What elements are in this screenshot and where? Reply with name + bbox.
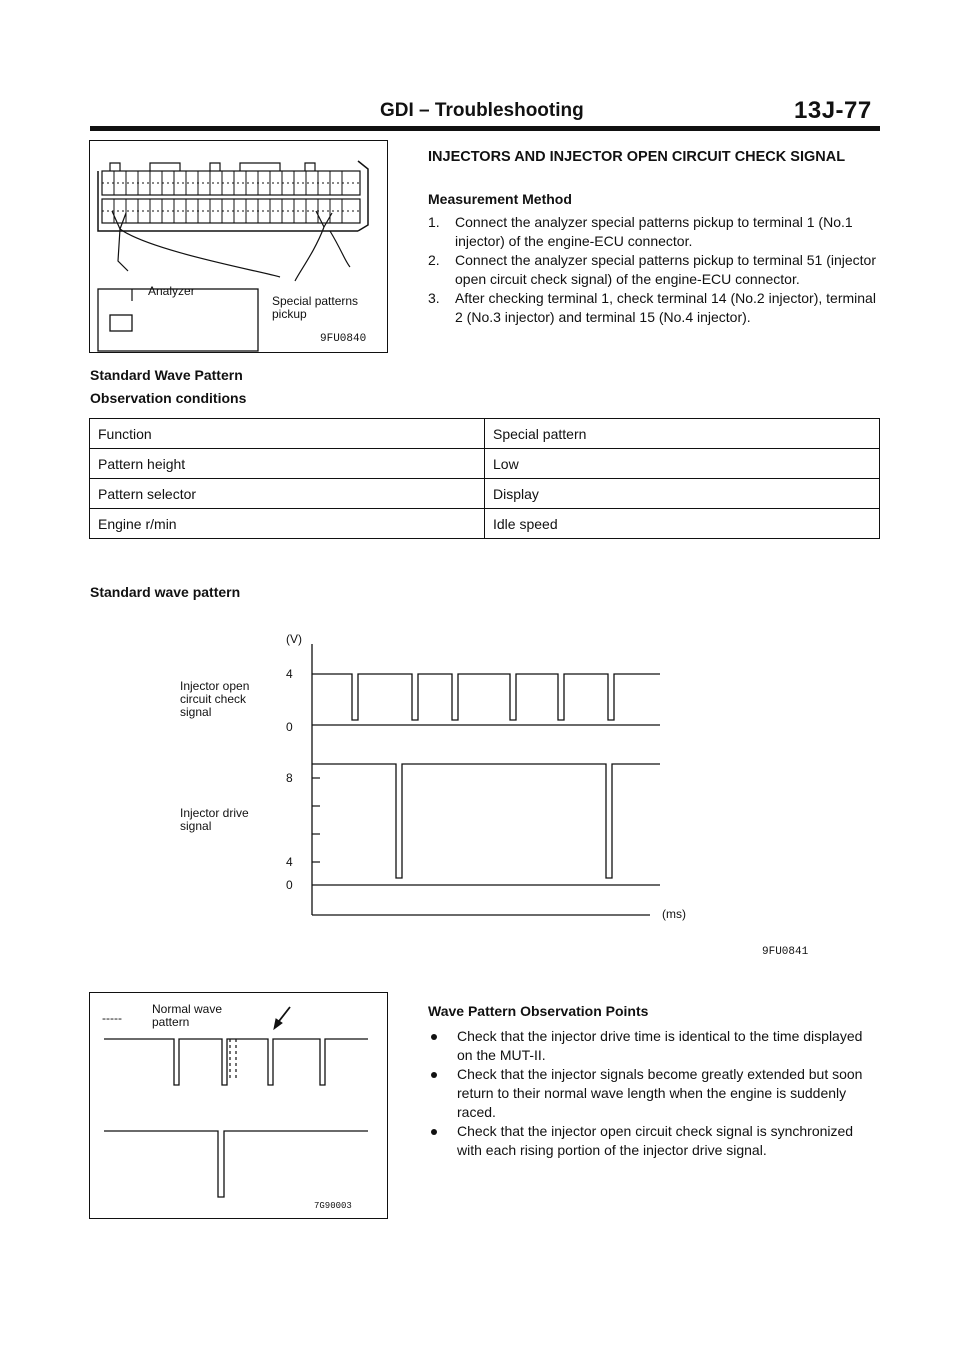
- tick-s1-high: 4: [286, 667, 293, 681]
- method-title: Measurement Method: [428, 191, 572, 207]
- wave-svg: [170, 630, 730, 930]
- signal2-label: Injector drive signal: [180, 806, 249, 833]
- wave-figure-code: 9FU0841: [762, 946, 809, 958]
- observation-points: [428, 1027, 880, 1160]
- normal-pattern-figure: [89, 992, 388, 1219]
- tick-s2-mid: 4: [286, 855, 293, 869]
- measurement-steps: [428, 213, 880, 327]
- step-item: 1. Connect the analyzer special patterns pickup to terminal 1 (No.1 injector) of the engine-ECU connector.: [428, 214, 853, 249]
- standard-wave-title: Standard Wave Pattern: [90, 367, 243, 383]
- points-title: Wave Pattern Observation Points: [428, 1003, 649, 1019]
- list-item: Check that the injector drive time is identical to the time displayed on the MUT-II.: [428, 1027, 880, 1065]
- table-row: Function Special pattern: [90, 419, 880, 449]
- figure-code: 9FU0840: [320, 333, 367, 345]
- pickup-label: Special patterns pickup: [272, 294, 359, 321]
- unit-ms: (ms): [662, 907, 686, 921]
- bullet-icon: [431, 1034, 437, 1040]
- header-rule: [90, 126, 880, 131]
- step-item: 2. Connect the analyzer special patterns pickup to terminal 51 (injector open circuit check signal) of the engine-ECU connector.: [428, 252, 876, 287]
- tick-s1-low: 0: [286, 720, 293, 734]
- list-item: Check that the injector open circuit check signal is synchronized with each rising portion of the injector drive signal.: [428, 1122, 880, 1160]
- section-title: INJECTORS AND INJECTOR OPEN CIRCUIT CHECK SIGNAL: [428, 149, 846, 165]
- page-number: 13J-77: [794, 97, 872, 124]
- signal1-label: Injector open circuit check signal: [180, 679, 250, 719]
- conditions-title: Observation conditions: [90, 390, 247, 406]
- legend-dash: -----: [102, 1011, 122, 1025]
- wave-pattern-title: Standard wave pattern: [90, 584, 241, 600]
- legend-label: Normal wave pattern: [152, 1002, 223, 1029]
- bullet-icon: [431, 1072, 437, 1078]
- list-item: Check that the injector signals become greatly extended but soon return to their normal wave length when the engine is suddenly raced.: [428, 1065, 880, 1122]
- analyzer-label: Analyzer: [148, 284, 195, 298]
- step-item: 3. After checking terminal 1, check terminal 14 (No.2 injector), terminal 2 (No.3 injector) and terminal 15 (No.4 injector).: [428, 290, 876, 325]
- tick-s2-low: 0: [286, 878, 293, 892]
- table-row: Pattern height Low: [90, 449, 880, 479]
- table-row: Engine r/min Idle speed: [90, 509, 880, 539]
- conditions-table: [89, 418, 880, 539]
- tick-s2-high: 8: [286, 771, 293, 785]
- connector-figure: [89, 140, 388, 353]
- page-title: GDI – Troubleshooting: [380, 100, 584, 121]
- figure3-code: 7G90003: [314, 1201, 352, 1211]
- wave-diagram: [170, 630, 730, 930]
- table-row: Pattern selector Display: [90, 479, 880, 509]
- unit-volts: (V): [286, 632, 302, 646]
- bullet-icon: [431, 1129, 437, 1135]
